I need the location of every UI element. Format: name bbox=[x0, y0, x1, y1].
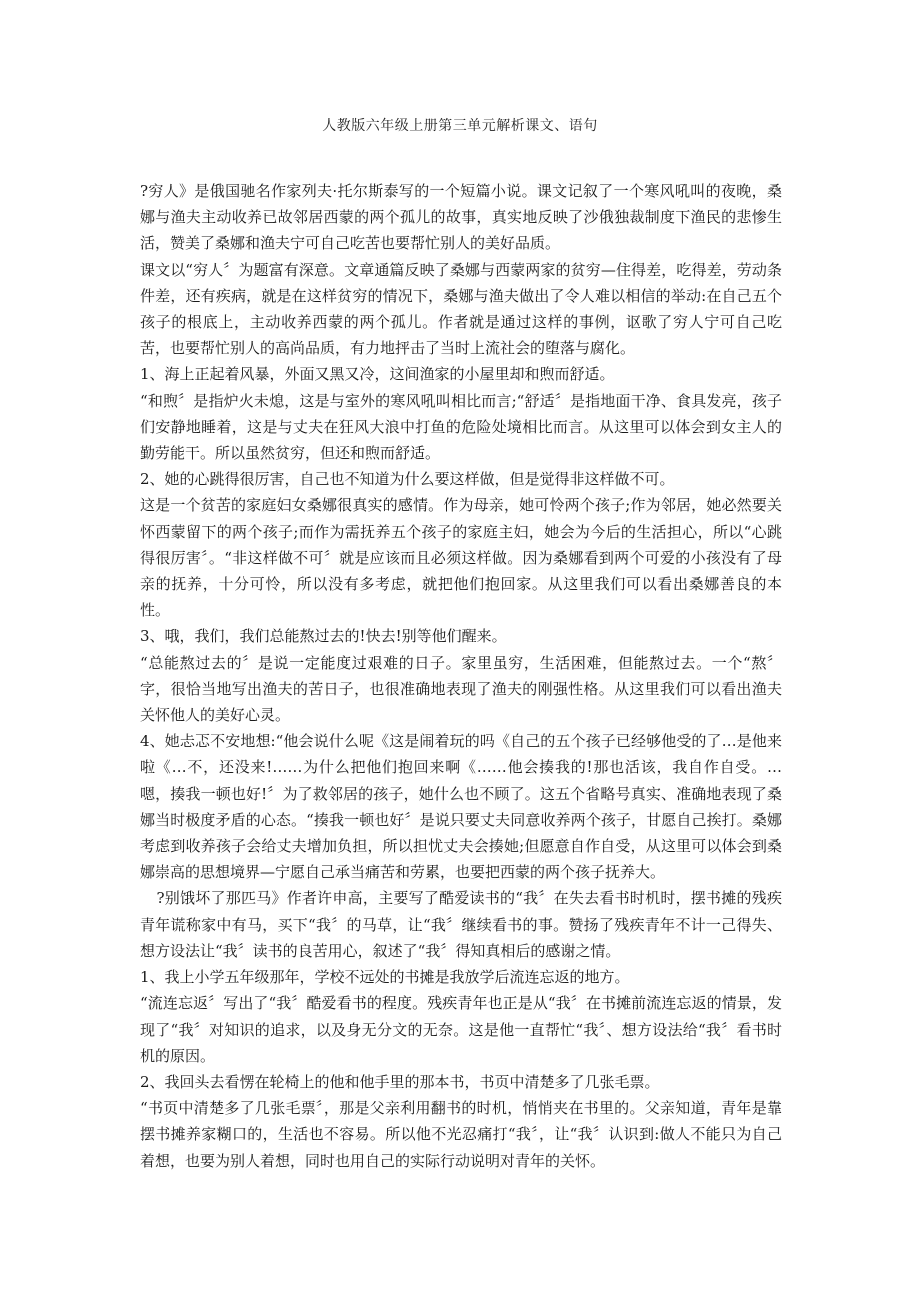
paragraph-sentence-4-analysis: 4、她忐忑不安地想:“他会说什么呢《这是闹着玩的吗《自己的五个孩子已经够他受的了…是他来啦《…不，还没来!……为什么把他们抱回来啊《……他会揍我的!那也活该，我自作自受。…嗯，揍我一顿也好!〞为了救邻居的孩子，她什么也不顾了。这五个省略号真实、准确地表现了桑娜当时极度矛盾的心态。“揍我一顿也好〞是说只要丈夫同意收养两个孩子，甘愿自己挨打。桑娜考虑到收养孩子会给丈夫增加负担，所以担忧丈夫会揍她;但愿意自作自受，从这里可以体会到桑娜崇高的思想境界—宁愿自己承当痛苦和劳累，也要把西蒙的两个孩子抚养大。 bbox=[140, 732, 782, 882]
paragraph-horse-analysis-2: “书页中清楚多了几张毛票〞，那是父亲利用翻书的时机，悄悄夹在书里的。父亲知道，青年是靠摆书摊养家糊口的，生活也不容易。所以他不光忍痛打“我〞，让“我〞认识到:做人不能只为自己着想，也要为别人着想，同时也用自己的实际行动说明对青年的关怀。 bbox=[140, 1099, 782, 1170]
paragraph-sentence-2: 2、她的心跳得很厉害，自己也不知道为什么要这样做，但是觉得非这样做不可。 bbox=[140, 470, 675, 489]
paragraph-analysis-3: “总能熬过去的〞是说一定能度过艰难的日子。家里虽穷，生活困难，但能熬过去。一个“熬〞字，很恰当地写出渔夫的苦日子，也很准确地表现了渔夫的刚强性格。从这里我们可以看出渔夫关怀他人的美好心灵。 bbox=[140, 653, 782, 725]
paragraph-title-meaning: 课文以“穷人〞为题富有深意。文章通篇反映了桑娜与西蒙两家的贫穷—住得差，吃得差，劳动条件差，还有疾病，就是在这样贫穷的情况下，桑娜与渔夫做出了令人难以相信的举动:在自己五个孩子的根底上，主动收养西蒙的两个孤儿。作者就是通过这样的事例，讴歌了穷人宁可自己吃苦，也要帮忙别人的高尚品质，有力地抨击了当时上流社会的堕落与腐化。 bbox=[140, 260, 782, 358]
paragraph-sentence-3: 3、哦，我们，我们总能熬过去的!快去!别等他们醒来。 bbox=[140, 627, 507, 646]
paragraph-analysis-1: “和煦〞是指炉火未熄，这是与室外的寒风吼叫相比而言;“舒适〞是指地面干净、食具发亮，孩子们安静地睡着，这是与丈夫在狂风大浪中打鱼的危险处境相比而言。从这里可以体会到女主人的勤劳能干。所以虽然贫穷，但还和煦而舒适。 bbox=[140, 391, 782, 463]
paragraph-sentence-1: 1、海上正起着风暴，外面又黑又冷，这间渔家的小屋里却和煦而舒适。 bbox=[140, 365, 615, 384]
paragraph-horse-analysis-1: “流连忘返〞写出了“我〞酷爱看书的程度。残疾青年也正是从“我〞在书摊前流连忘返的情景，发现了“我〞对知识的追求，以及身无分文的无奈。这是他一直帮忙“我〞、想方设法给“我〞看书时机的原因。 bbox=[140, 994, 782, 1065]
document-body bbox=[140, 178, 782, 1174]
paragraph-horse-sentence-1: 1、我上小学五年级那年，学校不远处的书摊是我放学后流连忘返的地方。 bbox=[140, 968, 630, 987]
paragraph-horse-sentence-2: 2、我回头去看愣在轮椅上的他和他手里的那本书，书页中清楚多了几张毛票。 bbox=[140, 1072, 660, 1091]
page-title: 人教版六年级上册第三单元解析课文、语句 bbox=[322, 118, 598, 134]
paragraph-intro-poor-people: ?穷人》是俄国驰名作家列夫·托尔斯泰写的一个短篇小说。课文记叙了一个寒风吼叫的夜晚，桑娜与渔夫主动收养已故邻居西蒙的两个孤儿的故事，真实地反映了沙俄独裁制度下渔民的悲惨生活，赞美了桑娜和渔夫宁可自己吃苦也要帮忙别人的美好品质。 bbox=[140, 182, 782, 253]
paragraph-analysis-2: 这是一个贫苦的家庭妇女桑娜很真实的感情。作为母亲，她可怜两个孩子;作为邻居，她必然要关怀西蒙留下的两个孩子;而作为需抚养五个孩子的家庭主妇，她会为今后的生活担心，所以“心跳得很厉害〞。“非这样做不可〞就是应该而且必须这样做。因为桑娜看到两个可爱的小孩没有了母亲的抚养，十分可怜，所以没有多考虑，就把他们抱回家。从这里我们可以看出桑娜善良的本性。 bbox=[140, 496, 782, 620]
paragraph-intro-horse: ?别饿坏了那匹马》作者许申高，主要写了酷爱读书的“我〞在失去看书时机时，摆书摊的残疾青年谎称家中有马，买下“我〞的马草，让“我〞继续看书的事。赞扬了残疾青年不计一己得失、想方设法让“我〞读书的良苦用心，叙述了“我〞得知真相后的感谢之情。 bbox=[140, 889, 782, 960]
